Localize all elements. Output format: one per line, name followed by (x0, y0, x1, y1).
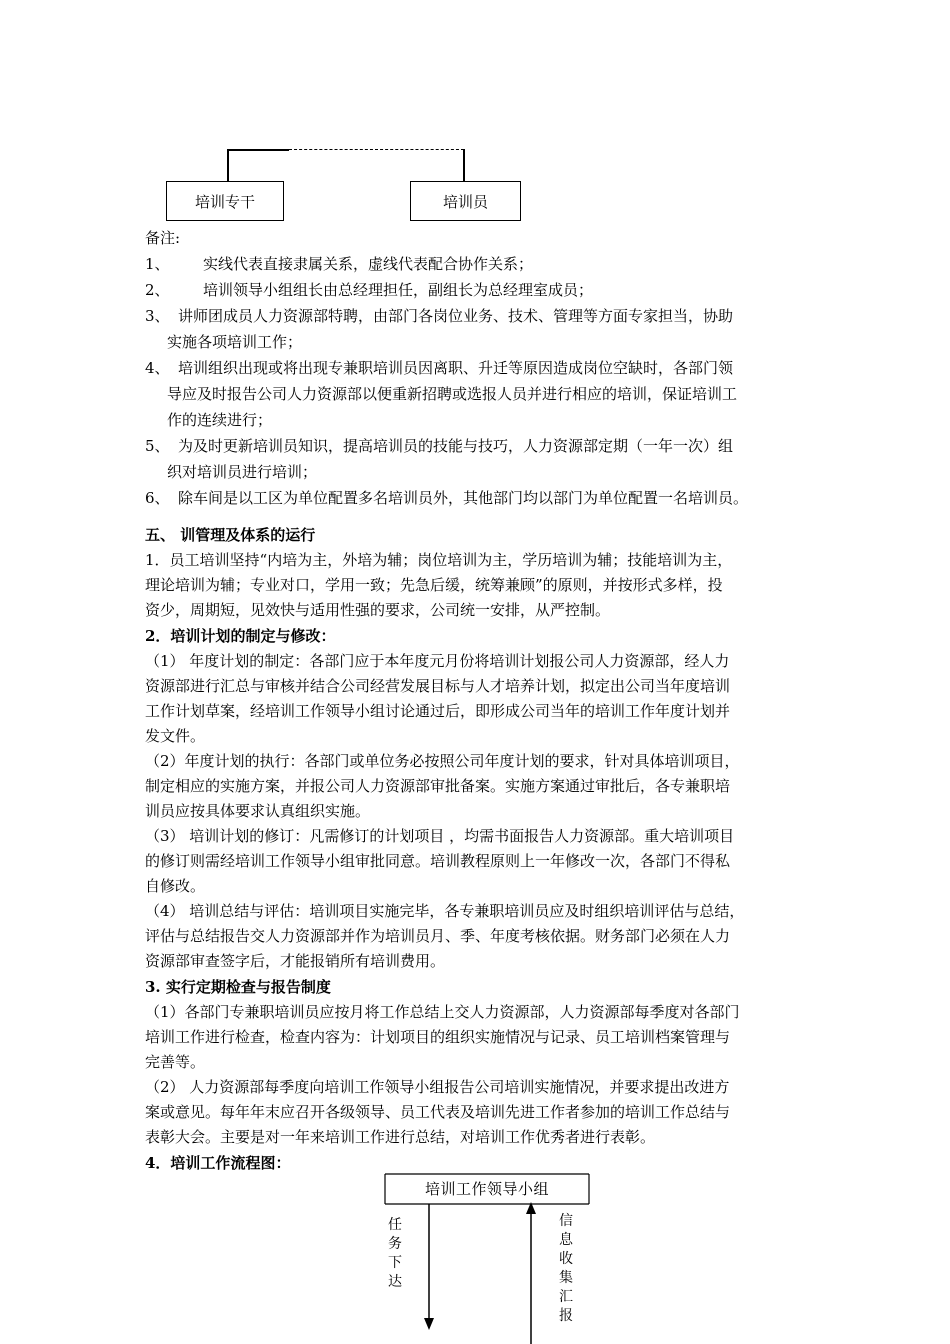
note-text-line: 织对培训员进行培训； (167, 463, 318, 481)
right-label-char: 信 (559, 1213, 573, 1229)
subsection-heading: 3. 实行定期检查与报告制度 (145, 978, 331, 996)
paragraph-line: 表彰大会。主要是对一年来培训工作进行总结，对培训工作优秀者进行表彰。 (145, 1128, 656, 1146)
left-label-char: 达 (388, 1274, 402, 1290)
left-label-char: 任 (388, 1217, 402, 1233)
right-label-char: 息 (559, 1232, 573, 1248)
arrow-down-head (424, 1318, 434, 1330)
flowchart-top-box-label: 培训工作领导小组 (424, 1180, 549, 1198)
paragraph-line: 训员应按具体要求认真组织实施。 (145, 802, 371, 820)
note-number: 1、 (145, 255, 170, 273)
paragraph-line: （2） 人力资源部每季度向培训工作领导小组报告公司培训实施情况，并要求提出改进方 (145, 1078, 730, 1096)
paragraph-line: 自修改。 (145, 877, 206, 895)
note-text-line: 培训组织出现或将出现专兼职培训员因离职、升迁等原因造成岗位空缺时，各部门领 (178, 359, 734, 377)
right-label-char: 汇 (559, 1289, 573, 1305)
flowchart-left-label (387, 1216, 403, 1292)
org-box-training-specialist-label: 培训专干 (194, 192, 255, 211)
paragraph-line: 资源部审查签字后，才能报销所有培训费用。 (145, 952, 446, 970)
paragraph-line: （2）年度计划的执行：各部门或单位务必按照公司年度计划的要求，针对具体培训项目， (145, 752, 740, 770)
paragraph-line: 资少，周期短，见效快与适用性强的要求，公司统一安排，从严控制。 (145, 601, 611, 619)
paragraph-line: 评估与总结报告交人力资源部并作为培训员月、季、年度考核依据。财务部门必须在人力 (145, 927, 731, 945)
subsection-heading: 2．培训计划的制定与修改： (145, 627, 336, 645)
right-label-char: 报 (559, 1308, 573, 1324)
note-number: 3、 (145, 307, 170, 325)
paragraph-line: 资源部进行汇总与审核并结合公司经营发展目标与人才培养计划，拟定出公司当年度培训 (145, 677, 731, 695)
paragraph-line: 的修订则需经培训工作领导小组审批同意。培训教程原则上一年修改一次，各部门不得私 (145, 852, 731, 870)
flowchart-right-label (558, 1212, 574, 1326)
note-text: 除车间是以工区为单位配置多名培训员外，其他部门均以部门为单位配置一名培训员。 (178, 489, 749, 507)
note-number: 5、 (145, 437, 170, 455)
note-text: 培训领导小组组长由总经理担任，副组长为总经理室成员； (203, 281, 594, 299)
paragraph-line: 案或意见。每年年末应召开各级领导、员工代表及培训先进工作者参加的培训工作总结与 (145, 1103, 731, 1121)
note-text-line: 讲师团成员人力资源部特聘，由部门各岗位业务、技术、管理等方面专家担当，协助 (178, 307, 734, 325)
note-number: 2、 (145, 281, 170, 299)
paragraph-line: （4） 培训总结与评估：培训项目实施完毕，各专兼职培训员应及时组织培训评估与总结， (145, 902, 745, 920)
subsection-heading: 4．培训工作流程图： (145, 1154, 291, 1172)
paragraph-line: 培训工作进行检查，检查内容为：计划项目的组织实施情况与记录、员工培训档案管理与 (145, 1028, 731, 1046)
left-label-char: 下 (388, 1255, 402, 1271)
note-text-line: 导应及时报告公司人力资源部以便重新招聘或选报人员并进行相应的培训，保证培训工 (167, 385, 738, 403)
paragraph-line: （3） 培训计划的修订：凡需修订的计划项目 ，均需书面报告人力资源部。重大培训项目 (145, 827, 735, 845)
note-text-line: 为及时更新培训员知识，提高培训员的技能与技巧，人力资源部定期（一年一次）组 (178, 437, 734, 455)
paragraph-line: 完善等。 (145, 1053, 206, 1071)
paragraph-line: 发文件。 (145, 727, 206, 745)
note-number: 6、 (145, 489, 170, 507)
paragraph-line: 制定相应的实施方案，并报公司人力资源部审批备案。实施方案通过审批后，各专兼职培 (145, 777, 731, 795)
notes-label: 备注: (145, 229, 181, 247)
note-text: 实线代表直接隶属关系，虚线代表配合协作关系； (203, 255, 534, 273)
right-label-char: 集 (559, 1270, 573, 1286)
note-text-line: 实施各项培训工作； (167, 333, 303, 351)
org-box-trainer-label: 培训员 (442, 192, 488, 211)
section-heading: 五、 训管理及体系的运行 (145, 526, 316, 544)
paragraph-line: 1．员工培训坚持“内培为主，外培为辅；岗位培训为主，学历培训为辅；技能培训为主， (145, 551, 733, 569)
paragraph-line: 工作计划草案，经培训工作领导小组讨论通过后，即形成公司当年的培训工作年度计划并 (145, 702, 731, 720)
note-number: 4、 (145, 359, 170, 377)
paragraph-line: （1） 年度计划的制定：各部门应于本年度元月份将培训计划报公司人力资源部，经人力 (145, 652, 730, 670)
left-label-char: 务 (388, 1236, 402, 1252)
paragraph-line: 理论培训为辅；专业对口，学用一致；先急后缓，统筹兼顾”的原则，并按形式多样，投 (145, 576, 723, 594)
paragraph-line: （1）各部门专兼职培训员应按月将工作总结上交人力资源部，人力资源部每季度对各部门 (145, 1003, 740, 1021)
right-label-char: 收 (559, 1251, 573, 1267)
note-text-line: 作的连续进行； (167, 411, 273, 429)
